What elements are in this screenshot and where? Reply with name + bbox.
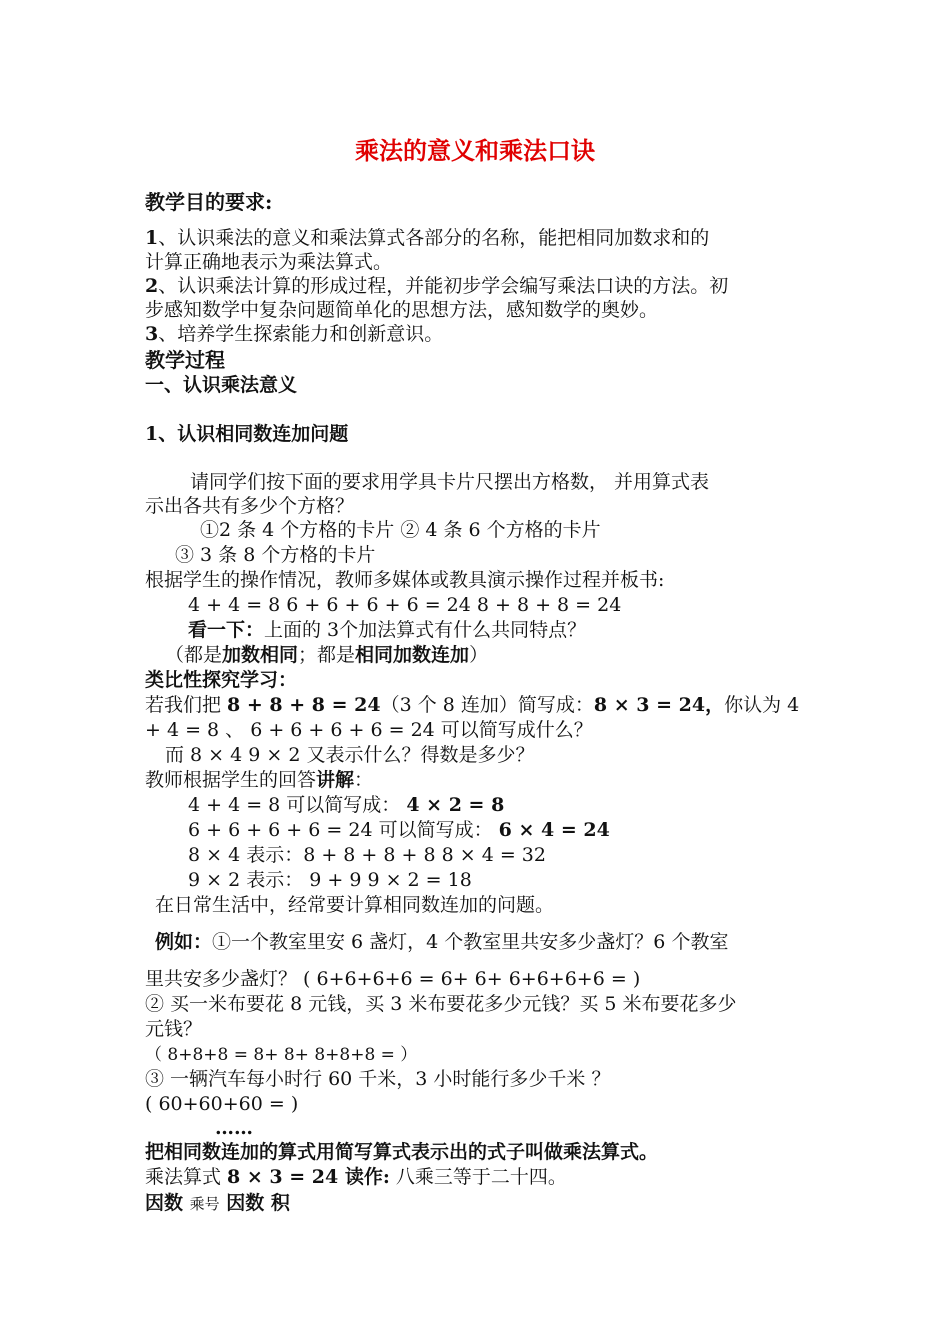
answer-part-1: （都是 <box>165 644 223 666</box>
example-1-line-1 <box>155 930 728 954</box>
example-equation-2 <box>188 818 610 842</box>
factor-label-1: 因数 <box>145 1192 190 1214</box>
analogy-1-c: （3 个 8 连加）简写成： <box>380 694 594 716</box>
answer-part-3: ；都是 <box>298 644 356 666</box>
teacher-explain <box>145 768 373 792</box>
example-2-line-2: 元钱？ <box>145 1018 203 1040</box>
example-2-b: 6 × 4 = 24 <box>498 819 610 841</box>
objective-3-text: 、培养学生探索能力和创新意识。 <box>158 323 444 345</box>
example-3-line-1: ③ 一辆汽车每小时行 60 千米，3 小时能行多少千米 ？ <box>145 1068 611 1090</box>
objective-3-number: 3 <box>145 323 159 345</box>
objective-1-text: 、认识乘法的意义和乘法算式各部分的名称，能把相同加数求和的 <box>158 227 710 249</box>
reading-line <box>145 1165 567 1189</box>
example-1-b: 4 × 2 = 8 <box>406 794 505 816</box>
analogy-1-d: 8 × 3 = 24， <box>593 694 725 716</box>
objectives-heading: 教学目的要求: <box>145 190 273 214</box>
answer-part-4: 相同加数连加 <box>355 644 470 666</box>
paragraph-1-line-1: 请同学们按下面的要求用学具卡片尺摆出方格数， 并用算式表 <box>190 471 710 493</box>
section-1-heading: 一、认识乘法意义 <box>145 374 298 396</box>
paragraph-1-line-4: ③ 3 条 8 个方格的卡片 <box>175 544 376 566</box>
objective-2-number: 2 <box>145 275 159 297</box>
example-2-a: 6 + 6 + 6 + 6 = 24 可以简写成： <box>188 819 499 841</box>
analogy-line-2: + 4 = 8 、 6 + 6 + 6 + 6 = 24 可以简写成什么？ <box>145 719 593 741</box>
paragraph-2: 根据学生的操作情况，教师多媒体或教具演示操作过程并板书: <box>145 569 665 591</box>
board-equations: 4 + 4 = 8 6 + 6 + 6 + 6 = 24 8 + 8 + 8 = 24 <box>188 594 622 616</box>
multiply-sign-label: 乘号 <box>189 1195 220 1213</box>
definition-line: 把相同数连加的算式用简写算式表示出的式子叫做乘法算式。 <box>145 1141 659 1163</box>
paragraph-1-line-3: ①2 条 4 个方格的卡片 ② 4 条 6 个方格的卡片 <box>200 519 601 541</box>
factor-product-labels: 因数 积 <box>219 1192 290 1214</box>
answer-part-5: ） <box>469 644 489 666</box>
analogy-1-e: 你认为 4 <box>724 694 800 716</box>
paragraph-1-line-2: 示出各共有多少个方格？ <box>145 495 355 517</box>
example-2-line-1: ② 买一米布要花 8 元钱，买 3 米布要花多少元钱？买 5 米布要花多少 <box>145 993 737 1015</box>
daily-life-line: 在日常生活中，经常要计算相同数连加的问题。 <box>155 894 555 916</box>
example-1-text: ①一个教室里安 6 盏灯，4 个教室里共安多少盏灯？6 个教室 <box>212 931 729 953</box>
objective-2-text: 、认识乘法计算的形成过程，并能初步学会编写乘法口诀的方法。初 <box>158 275 729 297</box>
teacher-a: 教师根据学生的回答 <box>145 769 317 791</box>
example-equation-3: 8 × 4 表示：8 + 8 + 8 + 8 8 × 4 = 32 <box>188 844 546 866</box>
parts-line <box>145 1191 290 1216</box>
example-equation-4: 9 × 2 表示： 9 + 9 9 × 2 = 18 <box>188 869 472 891</box>
ellipsis: …… <box>215 1117 253 1139</box>
analogy-1-b: 8 + 8 + 8 = 24 <box>227 694 381 716</box>
teacher-c: ： <box>354 769 374 791</box>
objective-1-line-1 <box>145 226 709 250</box>
reading-b: 8 × 3 = 24 读作: <box>227 1166 390 1188</box>
example-label: 例如： <box>155 931 213 953</box>
answer-part-2: 加数相同 <box>222 644 299 666</box>
example-2-line-3: （ 8+8+8 = 8+ 8+ 8+8+8 = ） <box>145 1045 418 1065</box>
analogy-line-1 <box>145 693 799 717</box>
process-heading: 教学过程 <box>145 348 225 372</box>
objective-1-number: 1 <box>145 227 159 249</box>
look-text: 上面的 3个加法算式有什么共同特点？ <box>264 619 587 641</box>
objective-1-line-2: 计算正确地表示为乘法算式。 <box>145 251 393 273</box>
example-1-line-2: 里共安多少盏灯？ ( 6+6+6+6 = 6+ 6+ 6+6+6+6 = ) <box>145 968 641 990</box>
reading-c: 八乘三等于二十四。 <box>389 1166 567 1188</box>
objective-2-line-2: 步感知数学中复杂问题简单化的思想方法，感知数学的奥妙。 <box>145 299 659 321</box>
look-label: 看一下： <box>188 619 265 641</box>
reading-a: 乘法算式 <box>145 1166 228 1188</box>
analogy-heading: 类比性探究学习： <box>145 669 298 691</box>
example-1-a: 4 + 4 = 8 可以简写成： <box>188 794 407 816</box>
page-title: 乘法的意义和乘法口诀 <box>355 136 595 165</box>
look-question <box>188 618 586 642</box>
objective-3-line-1 <box>145 322 443 346</box>
common-feature-answer <box>165 643 488 667</box>
analogy-1-a: 若我们把 <box>145 694 228 716</box>
analogy-line-3: 而 8 × 4 9 × 2 又表示什么？得数是多少？ <box>165 744 535 766</box>
teacher-b: 讲解 <box>316 769 355 791</box>
objective-2-line-1 <box>145 274 728 298</box>
example-3-line-2: ( 60+60+60 = ) <box>145 1093 299 1115</box>
subsection-1-heading: 1、认识相同数连加问题 <box>145 423 349 445</box>
example-equation-1 <box>188 793 504 817</box>
